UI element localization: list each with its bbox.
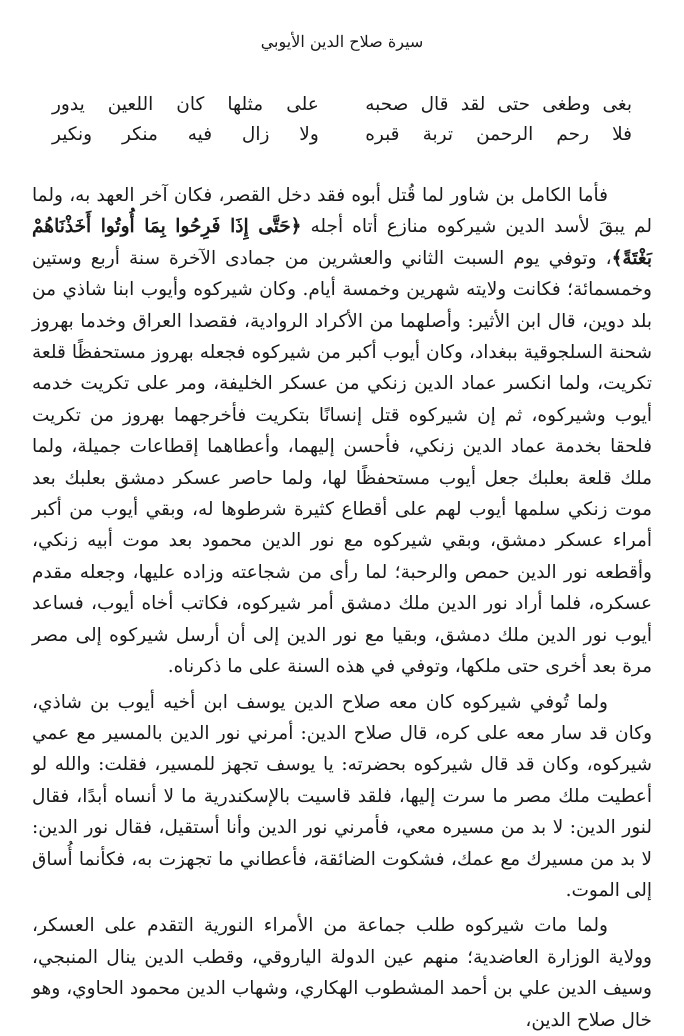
verse-first-hemistich: فلا رحم الرحمن تربة قبره <box>365 124 632 145</box>
paragraph <box>32 180 652 683</box>
poem-verse <box>52 90 632 120</box>
paragraph-text: فأما الكامل بن شاور لما قُتل أبوه فقد دخل القصر، فكان آخر العهد به، ولما لم يبقَ لأسد الدين شيركوه منازع أتاه أجله <box>32 185 652 238</box>
verse-second-hemistich: ولا زال فيه منكر ونكير <box>52 124 319 145</box>
quran-quote: ﴿حَتَّى إِذَا فَرِحُوا بِمَا أُوتُوا أَخَذْنَاهُمْ بَغْتَةً﴾ <box>32 216 652 269</box>
verse-second-hemistich: على مثلها كان اللعين يدور <box>52 94 319 115</box>
paragraph: ولما تُوفي شيركوه كان معه صلاح الدين يوسف ابن أخيه أيوب بن شاذي، وكان قد سار معه على كره، قال صلاح الدين: أمرني نور الدين بالمسير مع عمي شيركوه، وكان قد قال شيركوه بحضرته: يا يوسف تجهز للمسير، فقلت: والله لو أعطيت ملك مصر ما سرت إليها، فلقد قاسيت بالإسكندرية ما لا أنساه أبدًا، فقال لنور الدين: لا بد من مسيره معي، فأمرني نور الدين وأنا أستقيل، فقال نور الدين: لا بد من مسيرك مع عمك، فشكوت الضائقة، فأعطاني ما تجهزت به، فكأنما أُساق إلى الموت. <box>32 691 652 901</box>
paragraph: ولما مات شيركوه طلب جماعة من الأمراء النورية التقدم على العسكر، وولاية الوزارة العاضدية؛ منهم عين الدولة الياروقي، وقطب الدين ينال المنبجي، وسيف الدين علي بن أحمد المشطوب الهكاري، وشهاب الدين محمود الحاوي، وهو خال صلاح الدين، <box>32 915 652 1031</box>
poem-verse <box>52 120 632 150</box>
verse-first-hemistich: بغى وطغى حتى لقد قال صحبه <box>365 94 632 115</box>
body-text <box>32 180 652 1036</box>
paragraph-text: ، وتوفي يوم السبت الثاني والعشرين من جمادى الآخرة سنة أربع وستين وخمسمائة؛ فكانت ولايته شهرين وخمسة أيام. وكان شيركوه وأيوب ابنا شاذي من بلد دوين، قال ابن الأثير: وأصلهما من الأكراد الروادية، فقصدا العراق وخدما بهروز شحنة السلجوقية ببغداد، وكان أيوب أكبر من شيركوه فجعله بهروز مستحفظًا قلعة تكريت، ولما انكسر عماد الدين زنكي من عسكر الخليفة، ومر على تكريت خدمه أيوب وشيركوه، ثم إن شيركوه قتل إنسانًا بتكريت فأخرجهما بهروز من تكريت فلحقا بخدمة عماد الدين زنكي، فأحسن إليهما، وأعطاهما إقطاعات جميلة، ولما ملك قلعة بعلبك جعل أيوب مستحفظًا لها، ولما حاصر عسكر دمشق بعلبك بعد موت زنكي سلمها أيوب لهم على أقطاع كثيرة شرطوها له، وبقي أيوب من أكبر أمراء عسكر دمشق، وبقي شيركوه مع نور الدين محمود بعد موت أبيه زنكي، وأقطعه نور الدين حمص والرحبة؛ لما رأى من شجاعته وزاده عليها، وجعله مقدم عسكره، فلما أراد نور الدين ملك دمشق أمر شيركوه، فكاتب أخاه أيوب، فساعد أيوب نور الدين ملك دمشق، وبقيا مع نور الدين إلى أن أرسل شيركوه إلى مصر مرة بعد أخرى حتى ملكها، وتوفي في هذه السنة على ما ذكرناه. <box>32 247 652 678</box>
running-header: سيرة صلاح الدين الأيوبي <box>260 32 424 51</box>
poem-block <box>32 90 652 150</box>
